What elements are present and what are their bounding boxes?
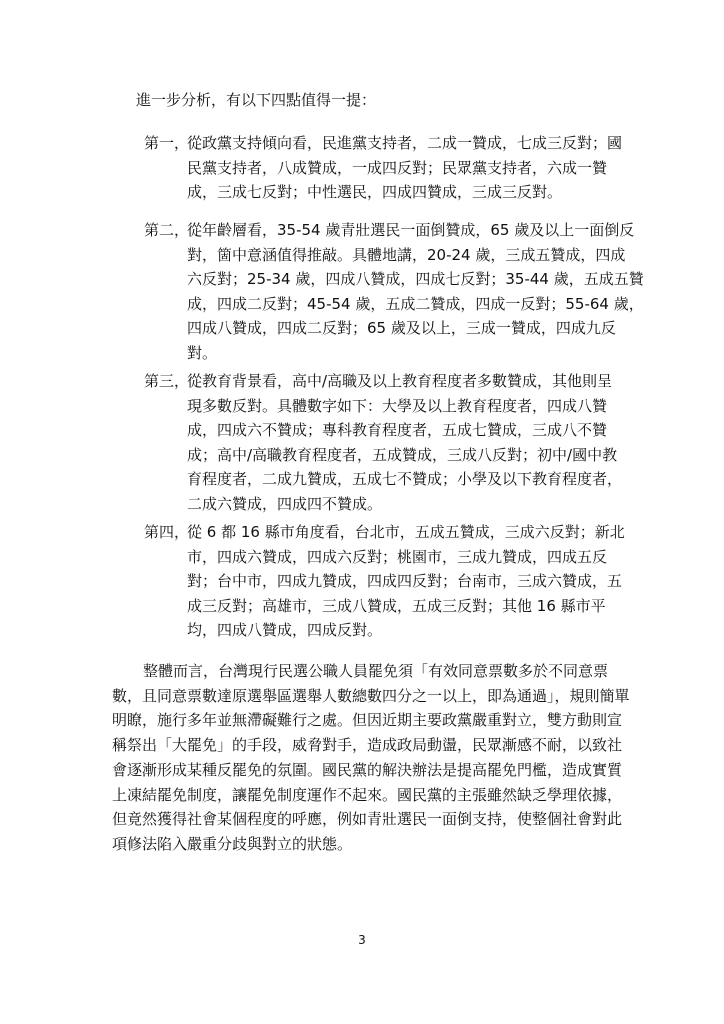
point-line: 六反對；25-34 歲，四成八贊成，四成七反對；35-44 歲，五成五贊: [187, 270, 644, 289]
analysis-point-3: [144, 369, 623, 517]
summary-line: 整體而言，台灣現行民選公職人員罷免須「有效同意票數多於不同意票: [143, 662, 609, 680]
point-line: 育程度者，二成九贊成，五成七不贊成；小學及以下教育程度者，: [187, 470, 623, 489]
point-lead: 第三，: [144, 372, 190, 390]
point-line: 對；台中市，四成九贊成，四成四反對；台南市，三成六贊成，五: [187, 572, 623, 591]
summary-line: 明瞭，施行多年並無滯礙難行之處。但因近期主要政黨嚴重對立，雙方動則宣: [112, 711, 623, 730]
point-lead: 第四，: [144, 523, 190, 541]
point-line: 成，四成二反對；45-54 歲，五成二贊成，四成一反對；55-64 歲，: [187, 294, 644, 313]
point-line: 對，箇中意涵值得推敲。具體地講，20-24 歲，三成五贊成，四成: [187, 245, 626, 264]
point-line: 市，四成六贊成，四成六反對；桃園市，三成九贊成，四成五反: [187, 547, 608, 566]
point-line: 從 6 都 16 縣市角度看，台北市，五成五贊成，三成六反對；新北: [187, 523, 625, 541]
point-line: 均，四成八贊成，四成反對。: [187, 621, 383, 640]
point-line: 從教育背景看，高中/高職及以上教育程度者多數贊成，其他則呈: [187, 372, 613, 390]
point-line: 成三反對；高雄市，三成八贊成，五成三反對；其他 16 縣市平: [187, 596, 606, 615]
summary-line: 數，且同意票數達原選舉區選舉人數總數四分之一以上，即為通過」，規則簡單: [112, 686, 630, 705]
point-line: 成；高中/高職教育程度者，五成贊成，三成八反對；初中/國中教: [187, 445, 618, 464]
point-line: 四成八贊成，四成二反對；65 歲及以上，三成一贊成，四成九反: [187, 319, 616, 338]
summary-line: 但竟然獲得社會某個程度的呼應，例如青壯選民一面倒支持，使整個社會對此: [112, 810, 623, 829]
analysis-point-1: [144, 131, 623, 205]
analysis-point-4: [144, 520, 625, 643]
analysis-point-2: [144, 218, 644, 366]
summary-line: 項修法陷入嚴重分歧與對立的狀態。: [112, 834, 353, 853]
summary-line: 會逐漸形成某種反罷免的氛圍。國民黨的解決辦法是提高罷免門檻，造成實質: [112, 760, 623, 779]
summary-paragraph: [112, 659, 630, 857]
point-line: 成，三成七反對；中性選民，四成四贊成，三成三反對。: [187, 183, 563, 202]
point-line: 現多數反對。具體數字如下：大學及以上教育程度者，四成八贊: [187, 396, 608, 415]
point-line: 對。: [187, 343, 218, 362]
point-lead: 第一，: [144, 134, 190, 152]
page-number: 3: [358, 933, 366, 947]
summary-line: 上凍結罷免制度，讓罷免制度運作不起來。國民黨的主張雖然缺乏學理依據，: [112, 785, 623, 804]
point-line: 成，四成六不贊成；專科教育程度者，五成七贊成，三成八不贊: [187, 421, 608, 440]
point-line: 從年齡層看，35-54 歲青壯選民一面倒贊成，65 歲及以上一面倒反: [187, 221, 635, 239]
point-lead: 第二，: [144, 221, 190, 239]
point-line: 二成六贊成，四成四不贊成。: [187, 494, 383, 513]
intro-paragraph: 進一步分析，有以下四點值得一提：: [136, 91, 377, 109]
summary-line: 稱祭出「大罷免」的手段，威脅對手，造成政局動盪，民眾漸感不耐，以致社: [112, 736, 623, 755]
point-line: 從政黨支持傾向看，民進黨支持者，二成一贊成，七成三反對；國: [187, 134, 623, 152]
point-line: 民黨支持者，八成贊成，一成四反對；民眾黨支持者，六成一贊: [187, 158, 608, 177]
